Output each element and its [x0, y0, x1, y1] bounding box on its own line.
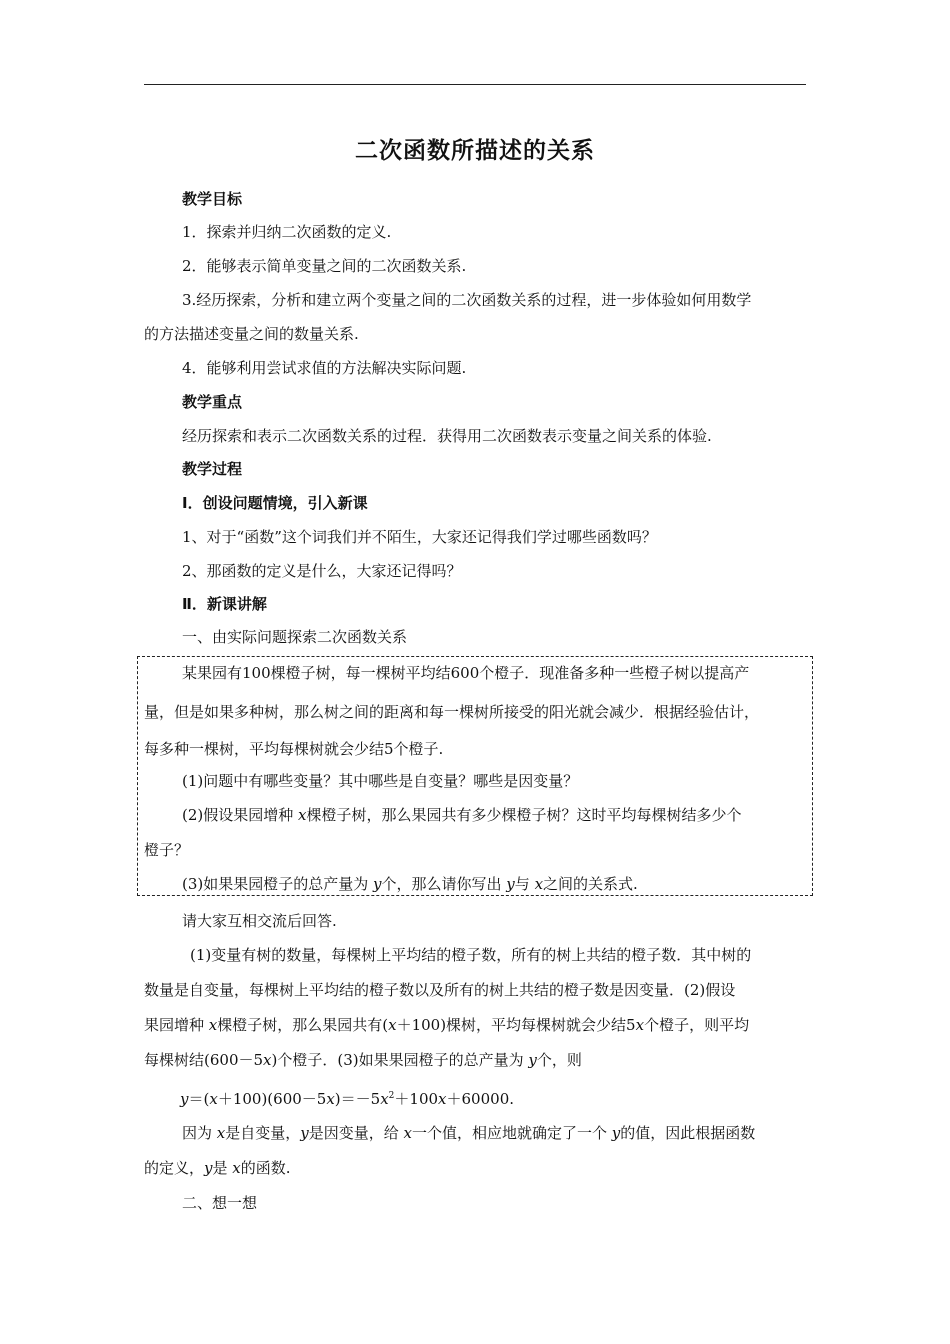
- key-points-text: 经历探索和表示二次函数关系的过程．获得用二次函数表示变量之间关系的体验.: [182, 427, 712, 445]
- var-x: x: [326, 1090, 335, 1108]
- eq-part-b: ＋100)(600－5: [217, 1090, 327, 1108]
- var-x: x: [232, 1159, 241, 1177]
- problem-question-3: [182, 874, 638, 894]
- problem-question-2: [182, 805, 742, 825]
- var-x: x: [216, 1124, 226, 1142]
- var-x: x: [403, 1124, 412, 1142]
- eq-part-a: ＝(: [188, 1090, 210, 1108]
- eq-part-d: ＋100: [394, 1090, 439, 1108]
- problem-q2-part-b: 棵橙子树，那么果园共有多少棵橙子树？这时平均每棵树结多少个: [306, 806, 742, 824]
- var-y: y: [180, 1090, 189, 1108]
- conclusion-e: 的值，因此根据函数: [620, 1124, 756, 1142]
- answer-4-a: 每棵树结(600－5: [144, 1051, 264, 1069]
- answer-4-b: )个橙子．(3)如果果园橙子的总产量为: [271, 1051, 529, 1069]
- subsection-2: 二、想一想: [182, 1194, 258, 1212]
- problem-line-3: 每多种一棵树，平均每棵树就会少结5个橙子.: [144, 740, 444, 758]
- problem-q2-part-a: (2)假设果园增种: [182, 806, 299, 824]
- eq-part-e: ＋60000.: [446, 1090, 515, 1108]
- section-1-heading: Ⅰ．创设问题情境，引入新课: [182, 494, 368, 512]
- answer-line-1: (1)变量有树的数量，每棵树上平均结的橙子数，所有的树上共结的橙子数．其中树的: [190, 946, 752, 964]
- objective-1: 1．探索并归纳二次函数的定义.: [182, 223, 392, 241]
- var-x: x: [263, 1051, 272, 1069]
- var-x: x: [209, 1090, 218, 1108]
- conclusion-g: 是: [212, 1159, 233, 1177]
- answer-3-c: ＋100)棵树，平均每棵树就会少结5: [396, 1016, 636, 1034]
- var-y: y: [528, 1051, 537, 1069]
- eq-part-c: )＝－5: [334, 1090, 381, 1108]
- question-1: 1、对于“函数”这个词我们并不陌生，大家还记得我们学过哪些函数吗？: [182, 528, 657, 546]
- discussion-prompt: 请大家互相交流后回答.: [182, 912, 337, 930]
- conclusion-line-1: [182, 1123, 755, 1143]
- problem-q3-part-c: 与: [514, 875, 535, 893]
- conclusion-b: 是自变量，: [225, 1124, 301, 1142]
- problem-q3-part-a: (3)如果果园橙子的总产量为: [182, 875, 374, 893]
- problem-q3-part-d: 之间的关系式.: [543, 875, 638, 893]
- var-y: y: [506, 875, 515, 893]
- conclusion-a: 因为: [182, 1124, 217, 1142]
- problem-q3-part-b: 个，那么请你写出: [381, 875, 507, 893]
- conclusion-line-2: [144, 1158, 291, 1178]
- problem-question-2-cont: 橙子？: [144, 841, 190, 859]
- objectives-heading: 教学目标: [182, 190, 243, 208]
- var-y: y: [611, 1124, 621, 1142]
- answer-line-3: [144, 1015, 749, 1035]
- problem-line-2: 量，但是如果多种树，那么树之间的距离和每一棵树所接受的阳光就会减少．根据经验估计，: [144, 703, 760, 721]
- var-x: x: [380, 1090, 389, 1108]
- var-x: x: [534, 875, 544, 893]
- conclusion-d: 一个值，相应地就确定了一个: [412, 1124, 612, 1142]
- equation: [180, 1086, 514, 1109]
- page-title: 二次函数所描述的关系: [355, 138, 595, 164]
- answer-3-b: 棵橙子树，那么果园共有(: [217, 1016, 389, 1034]
- exponent: 2: [388, 1091, 395, 1101]
- var-x: x: [635, 1016, 645, 1034]
- header-rule: [144, 84, 806, 85]
- answer-3-a: 果园增种: [144, 1016, 209, 1034]
- answer-line-2: 数量是自变量，每棵树上平均结的橙子数以及所有的树上共结的橙子数是因变量．(2)假设: [144, 981, 736, 999]
- objective-3-cont: 的方法描述变量之间的数量关系.: [144, 325, 359, 343]
- var-x: x: [298, 806, 307, 824]
- process-heading: 教学过程: [182, 460, 243, 478]
- objective-2: 2．能够表示简单变量之间的二次函数关系.: [182, 257, 467, 275]
- answer-4-c: 个，则: [536, 1051, 582, 1069]
- problem-question-1: (1)问题中有哪些变量？其中哪些是自变量？哪些是因变量？: [182, 772, 579, 790]
- question-2: 2、那函数的定义是什么，大家还记得吗？: [182, 562, 462, 580]
- conclusion-f: 的定义，: [144, 1159, 205, 1177]
- var-x: x: [438, 1090, 447, 1108]
- problem-line-1: 某果园有100棵橙子树，每一棵树平均结600个橙子．现准备多种一些橙子树以提高产: [182, 664, 750, 682]
- conclusion-c: 是因变量，给: [308, 1124, 404, 1142]
- var-y: y: [204, 1159, 213, 1177]
- key-points-heading: 教学重点: [182, 393, 243, 411]
- var-x: x: [208, 1016, 218, 1034]
- var-x: x: [388, 1016, 397, 1034]
- answer-3-d: 个橙子，则平均: [644, 1016, 750, 1034]
- section-2-heading: Ⅱ．新课讲解: [182, 595, 267, 613]
- subsection-1: 一、由实际问题探索二次函数关系: [182, 628, 408, 646]
- var-y: y: [373, 875, 382, 893]
- objective-3: 3.经历探索，分析和建立两个变量之间的二次函数关系的过程，进一步体验如何用数学: [182, 291, 752, 309]
- objective-4: 4．能够利用尝试求值的方法解决实际问题.: [182, 359, 467, 377]
- answer-line-4: [144, 1050, 582, 1070]
- conclusion-h: 的函数.: [240, 1159, 291, 1177]
- var-y: y: [300, 1124, 309, 1142]
